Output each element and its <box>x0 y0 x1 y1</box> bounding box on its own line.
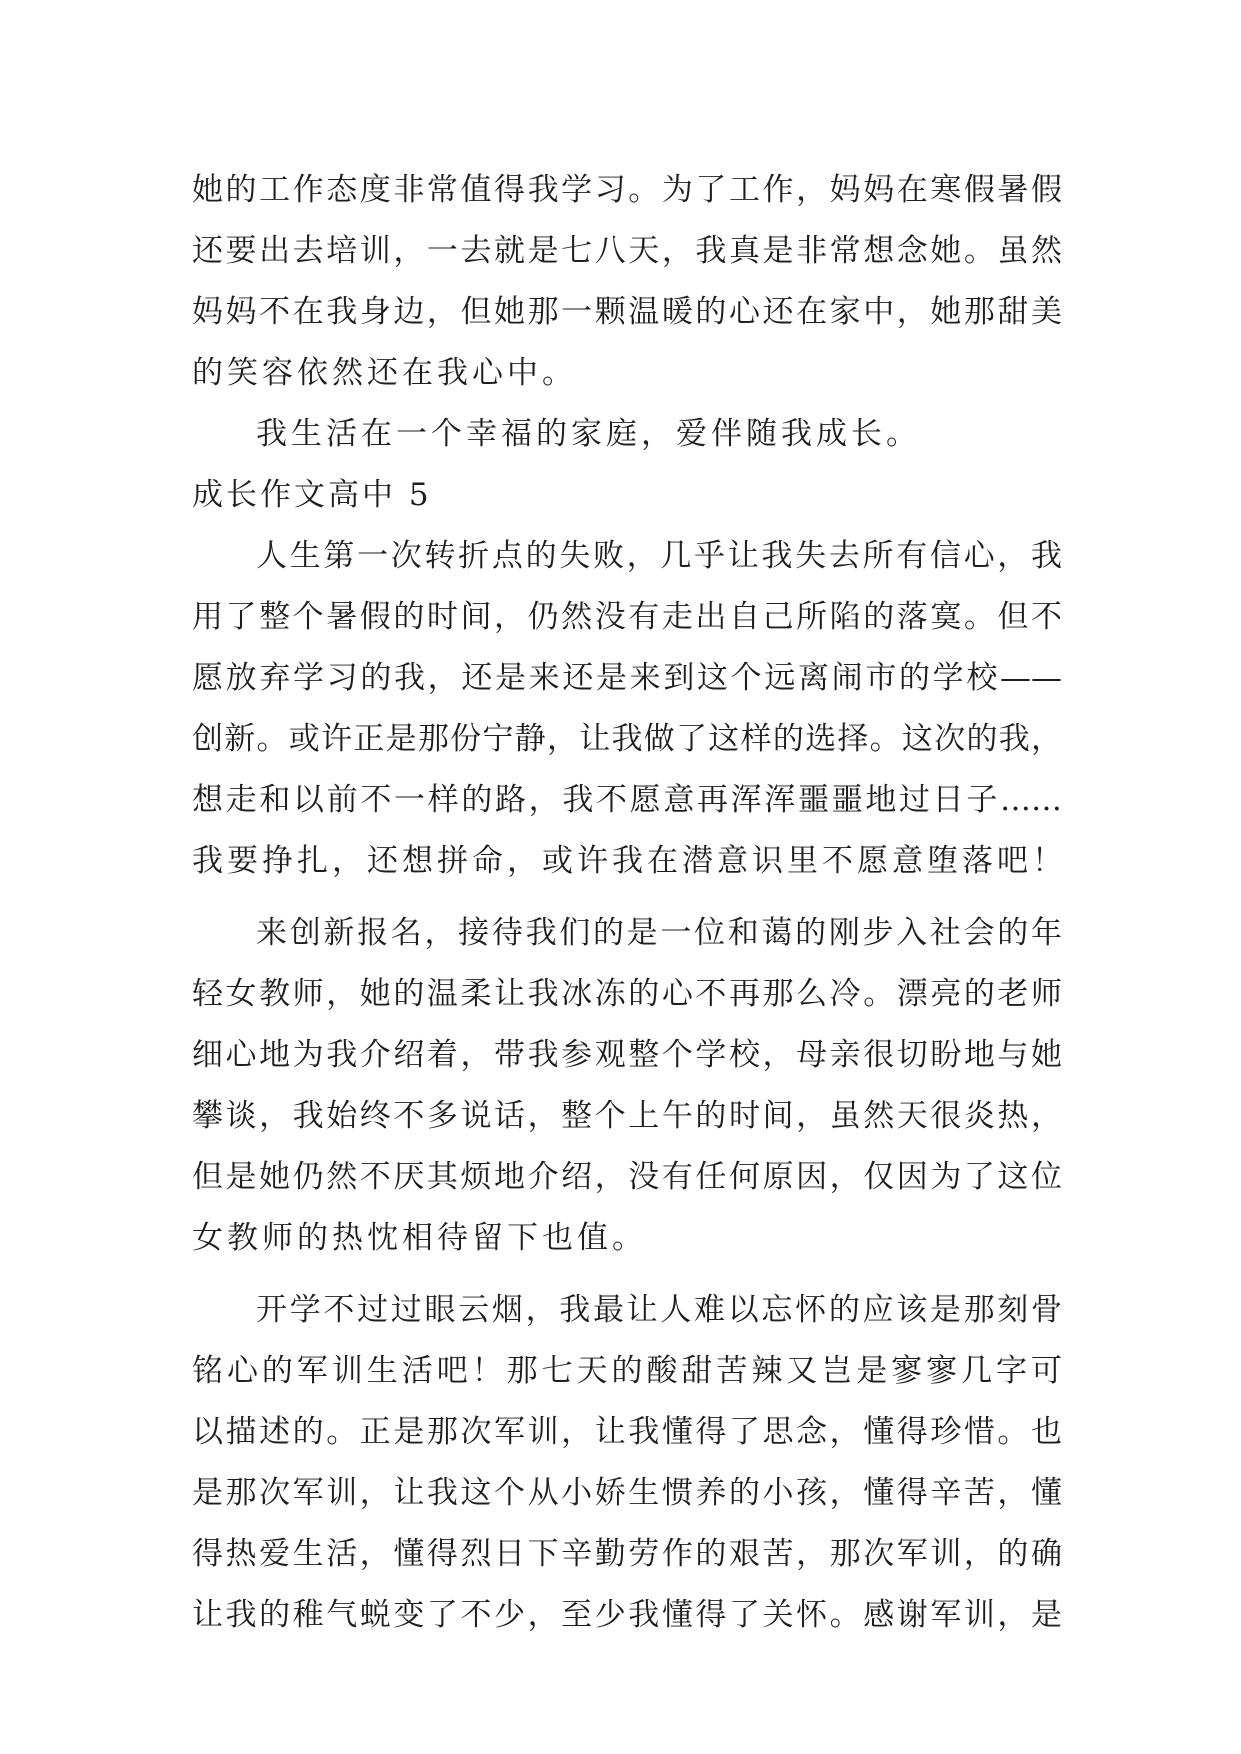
paragraph-line: 女教师的热忱相待留下也值。 <box>192 1220 647 1256</box>
paragraph-line: 但是她仍然不厌其烦地介绍，没有任何原因，仅因为了这位 <box>192 1159 1062 1195</box>
paragraph-line: 的笑容依然还在我心中。 <box>192 355 577 391</box>
paragraph-line: 让我的稚气蜕变了不少，至少我懂得了关怀。感谢军训，是 <box>192 1597 1062 1633</box>
paragraph-line: 攀谈，我始终不多说话，整个上午的时间，虽然天很炎热， <box>192 1098 1062 1134</box>
paragraph-line: 愿放弃学习的我，还是来还是来到这个远离闹市的学校—— <box>192 660 1062 696</box>
paragraph-gap <box>192 892 1062 903</box>
paragraph-line: 开学不过过眼云烟，我最让人难以忘怀的应该是那刻骨 <box>256 1292 1062 1328</box>
paragraph-line: 我要挣扎，还想拼命，或许我在潜意识里不愿意堕落吧！ <box>192 843 1067 879</box>
paragraph-line: 她的工作态度非常值得我学习。为了工作，妈妈在寒假暑假 <box>192 172 1062 208</box>
paragraph-line: 轻女教师，她的温柔让我冰冻的心不再那么冷。漂亮的老师 <box>192 976 1062 1012</box>
paragraph-line: 还要出去培训，一去就是七八天，我真是非常想念她。虽然 <box>192 233 1062 269</box>
paragraph-line: 人生第一次转折点的失败，几乎让我失去所有信心，我 <box>256 538 1062 574</box>
section-heading: 成长作文高中 5 <box>192 477 432 513</box>
paragraph-line: 我生活在一个幸福的家庭，爱伴随我成长。 <box>256 416 921 452</box>
paragraph-line: 以描述的。正是那次军训，让我懂得了思念，懂得珍惜。也 <box>192 1414 1062 1450</box>
paragraph-line: 用了整个暑假的时间，仍然没有走出自己所陷的落寞。但不 <box>192 599 1062 635</box>
paragraph-line: 来创新报名，接待我们的是一位和蔼的刚步入社会的年 <box>256 915 1062 951</box>
paragraph-line: 铭心的军训生活吧！那七天的酸甜苦辣又岂是寥寥几字可 <box>192 1353 1062 1389</box>
paragraph-line: 得热爱生活，懂得烈日下辛勤劳作的艰苦，那次军训，的确 <box>192 1536 1062 1572</box>
paragraph-line: 想走和以前不一样的路，我不愿意再浑浑噩噩地过日子…… <box>192 782 1062 818</box>
paragraph-line: 是那次军训，让我这个从小娇生惯养的小孩，懂得辛苦，懂 <box>192 1475 1062 1511</box>
paragraph-line: 创新。或许正是那份宁静，让我做了这样的选择。这次的我， <box>192 721 1062 757</box>
paragraph-line: 妈妈不在我身边，但她那一颗温暖的心还在家中，她那甜美 <box>192 294 1062 330</box>
paragraph-gap <box>192 1269 1062 1280</box>
document-body <box>192 160 1067 1646</box>
paragraph-line: 细心地为我介绍着，带我参观整个学校，母亲很切盼地与她 <box>192 1037 1062 1073</box>
